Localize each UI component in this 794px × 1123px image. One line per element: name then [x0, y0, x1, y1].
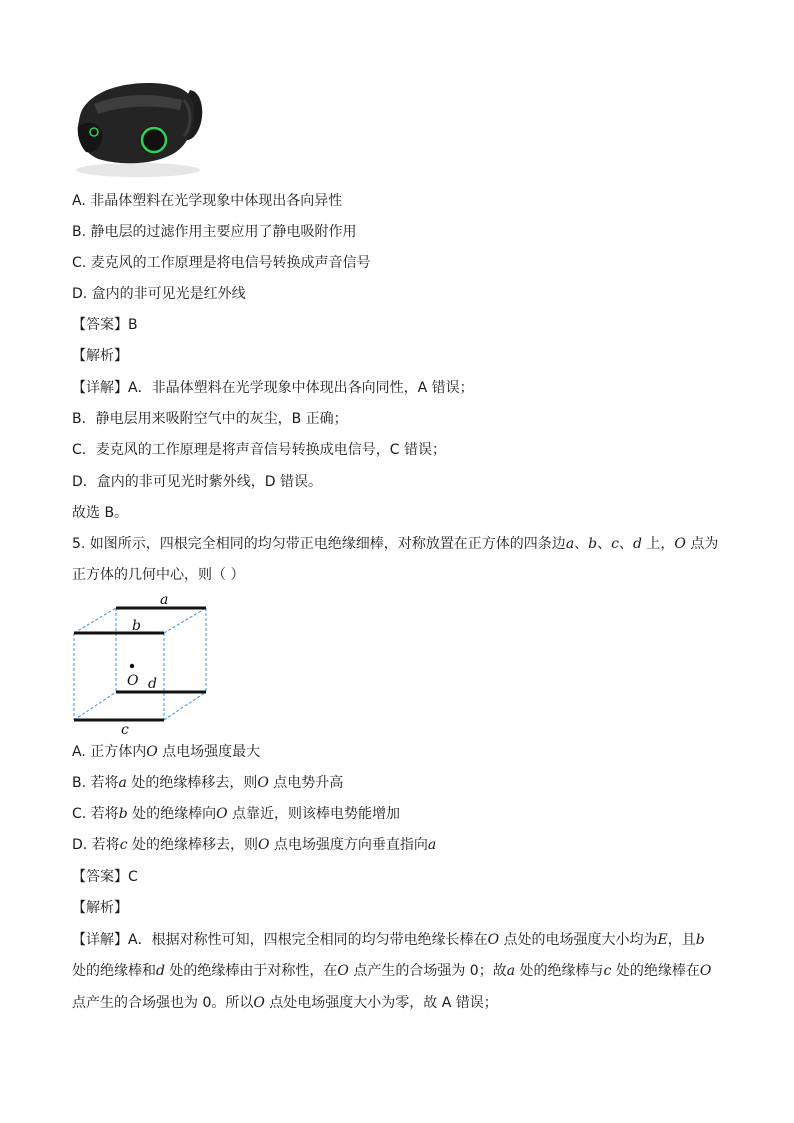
- q5-detail-line2: 处的绝缘棒和d 处的绝缘棒由于对称性，在O 点产生的合场强为 0；故a 处的绝缘棒与c 处的绝缘棒在O: [72, 963, 712, 979]
- q4-detail-c: C．麦克风的工作原理是将声音信号转换成电信号，C 错误；: [72, 442, 446, 458]
- label-o: O: [127, 673, 139, 689]
- q5-stem-line1: 5. 如图所示，四根完全相同的均匀带正电绝缘细棒，对称放置在正方体的四条边a、b、c、d 上，O 点为: [72, 536, 719, 552]
- q5-answer: 【答案】C: [72, 869, 138, 885]
- q4-option-a: A. 非晶体塑料在光学现象中体现出各向异性: [72, 193, 343, 209]
- q4-detail-a: 【详解】A．非晶体塑料在光学现象中体现出各向同性，A 错误；: [72, 380, 474, 396]
- point-o: [130, 664, 134, 668]
- q4-answer: 【答案】B: [72, 317, 138, 333]
- q5-detail-line3: 点产生的合场强也为 0。所以O 点处电场强度大小为零，故 A 错误；: [72, 995, 498, 1011]
- q5-stem-line2: 正方体的几何中心，则（ ）: [72, 567, 245, 583]
- q5-analysis-heading: 【解析】: [72, 900, 128, 916]
- cube-diagram: [60, 588, 220, 738]
- q5-option-d: D. 若将c 处的绝缘棒移去，则O 点电场强度方向垂直指向a: [72, 837, 437, 853]
- label-b: b: [132, 618, 141, 634]
- q4-option-d: D. 盒内的非可见光是红外线: [72, 286, 246, 302]
- label-a: a: [160, 592, 169, 608]
- q4-conclusion: 故选 B。: [72, 505, 129, 521]
- q5-option-c: C. 若将b 处的绝缘棒向O 点靠近，则该棒电势能增加: [72, 806, 401, 822]
- q5-option-a: A. 正方体内O 点电场强度最大: [72, 744, 261, 760]
- q5-detail-line1: 【详解】A．根据对称性可知，四根完全相同的均匀带电绝缘长棒在O 点处的电场强度大小均为E，且b: [72, 932, 705, 948]
- q5-option-b: B. 若将a 处的绝缘棒移去，则O 点电势升高: [72, 775, 344, 791]
- q4-option-b: B. 静电层的过滤作用主要应用了静电吸附作用: [72, 224, 357, 240]
- q4-detail-d: D．盒内的非可见光时紫外线，D 错误。: [72, 474, 323, 490]
- label-c: c: [121, 722, 129, 738]
- q4-option-c: C. 麦克风的工作原理是将电信号转换成声音信号: [72, 255, 371, 271]
- label-d: d: [148, 676, 157, 692]
- smart-mask-image: [72, 70, 206, 178]
- q4-detail-b: B．静电层用来吸附空气中的灰尘，B 正确；: [72, 411, 348, 427]
- q4-analysis-heading: 【解析】: [72, 348, 128, 364]
